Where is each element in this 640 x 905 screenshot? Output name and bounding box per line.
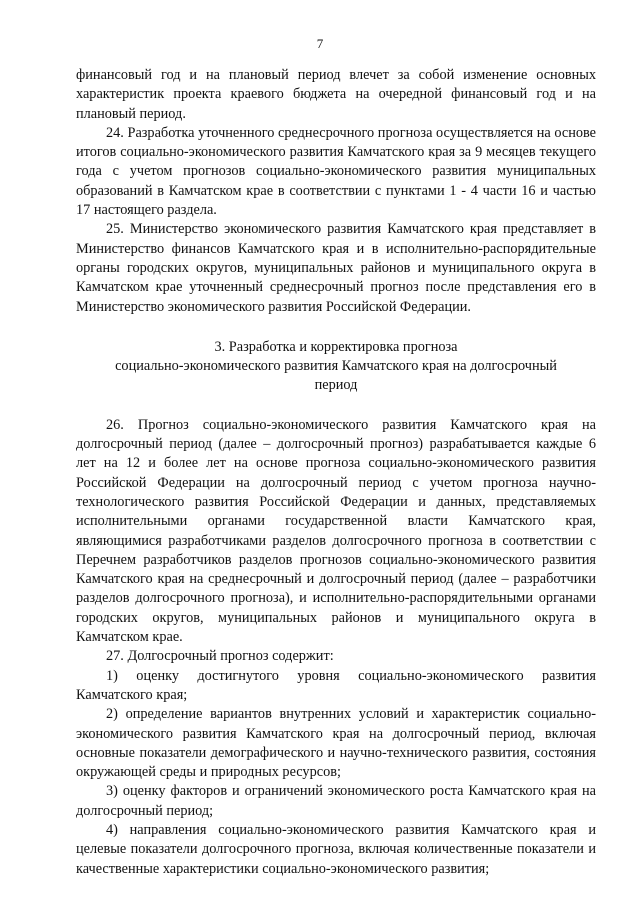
section-heading-line-3: период xyxy=(314,377,358,394)
paragraph-25: 25. Министерство экономического развития Камчатского края представляет в Министерство финансов Камчатского края и в исполнительно-распорядительные органы городских округов, муниципальных районов и муниципального округа в Камчатском крае уточненный среднесрочный прогноз после представления его в Министерство экономического развития Российской Федерации. xyxy=(76,221,596,315)
document-body xyxy=(76,66,596,879)
list-item-2: 2) определение вариантов внутренних условий и характеристик социально-экономического развития Камчатского края на долгосрочный период, включая основные показатели демографического и научно-технического развития, состояния окружающей среды и природных ресурсов; xyxy=(76,706,596,781)
paragraph-24: 24. Разработка уточненного среднесрочного прогноза осуществляется на основе итогов социально-экономического развития Камчатского края за 9 месяцев текущего года с учетом прогнозов социально-экономического развития муниципальных образований в Камчатском крае в соответствии с пунктами 1 - 4 части 16 и частью 17 настоящего раздела. xyxy=(76,124,596,219)
section-heading xyxy=(76,338,596,396)
section-heading-line-1: 3. Разработка и корректировка прогноза xyxy=(214,338,458,355)
paragraph-26: 26. Прогноз социально-экономического развития Камчатского края на долгосрочный период (далее – долгосрочный прогноз) разрабатывается каждые 6 лет на 12 и более лет на основе прогноза социально-экономического развития Российской Федерации на долгосрочный период с учетом прогноза научно-технологического развития Российской Федерации и данных, представляемых исполнительными органами государственной власти Камчатского края, являющимися разработчиками разделов долгосрочного прогноза в соответствии с Перечнем разработчиков разделов прогнозов социально-экономического развития Камчатского края на среднесрочный и долгосрочный период (далее – разработчики разделов долгосрочного прогноза), и исполнительно-распорядительными органами городских округов, муниципальных районов и муниципального округа в Камчатском крае. xyxy=(76,416,596,646)
section-heading-line-2: социально-экономического развития Камчатского края на долгосрочный xyxy=(115,358,557,375)
page-number: 7 xyxy=(316,36,324,51)
list-item-1: 1) оценку достигнутого уровня социально-экономического развития Камчатского края; xyxy=(76,667,596,703)
paragraph-continuation: финансовый год и на плановый период влечет за собой изменение основных характеристик проекта краевого бюджета на очередной финансовый год и на плановый период. xyxy=(76,67,596,122)
list-item-4: 4) направления социально-экономического развития Камчатского края и целевые показатели долгосрочного прогноза, включая количественные показатели и качественные характеристики социально-экономического развития; xyxy=(76,821,596,877)
paragraph-27: 27. Долгосрочный прогноз содержит: xyxy=(106,648,334,665)
list-item-3: 3) оценку факторов и ограничений экономического роста Камчатского края на долгосрочный период; xyxy=(76,783,596,819)
